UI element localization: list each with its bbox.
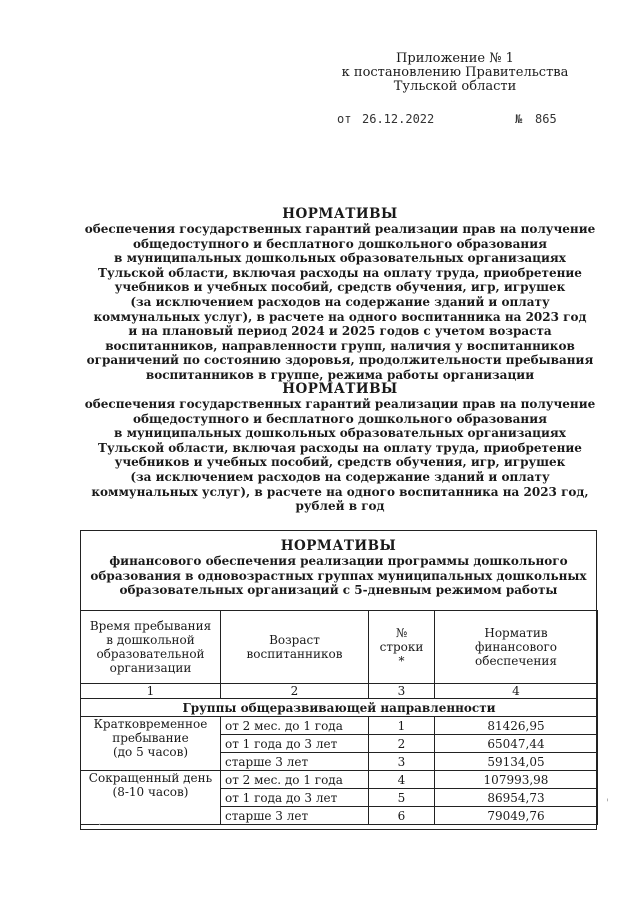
- header-row-number: [369, 611, 435, 684]
- appendix-header: [330, 52, 580, 94]
- header-line: Время пребывания: [89, 619, 212, 633]
- stay-time-line: Кратковременное: [93, 717, 208, 731]
- row-number-cell: 5: [369, 789, 435, 807]
- age-cell: от 2 мес. до 1 года: [221, 771, 369, 789]
- stay-time-line: (до 5 часов): [112, 745, 189, 759]
- norm-value-cell: 86954,73: [435, 789, 598, 807]
- norm-value-cell: 107993,98: [435, 771, 598, 789]
- stay-time-reduced: [81, 771, 221, 825]
- norms-line: Тульской области, включая расходы на оплату труда, приобретение: [98, 440, 582, 455]
- decree-number: 865: [535, 112, 557, 126]
- norms-block-general: [60, 206, 620, 383]
- norms-line: обеспечения государственных гарантий реализации прав на получение: [84, 222, 596, 236]
- norm-value-cell: 59134,05: [435, 753, 598, 771]
- column-number: 2: [221, 684, 369, 699]
- stay-time-line: пребывание: [112, 731, 189, 745]
- norm-value-cell: 81426,95: [435, 717, 598, 735]
- norms-heading: НОРМАТИВЫ: [282, 381, 398, 397]
- table-header-row: [81, 611, 598, 684]
- row-number-cell: 2: [369, 735, 435, 753]
- norms-heading: НОРМАТИВЫ: [280, 538, 397, 554]
- norms-line: ограничений по состоянию здоровья, продолжительности пребывания: [86, 353, 594, 368]
- age-cell: старше 3 лет: [221, 807, 369, 825]
- column-number: 4: [435, 684, 598, 699]
- norms-line: рублей в год: [295, 499, 385, 514]
- norms-line: финансового обеспечения реализации программы дошкольного: [109, 554, 568, 568]
- scan-mark: ·: [98, 820, 102, 831]
- row-number-cell: 3: [369, 753, 435, 771]
- decree-number-label: №: [515, 112, 523, 126]
- row-number-cell: 4: [369, 771, 435, 789]
- age-cell: от 1 года до 3 лет: [221, 789, 369, 807]
- decree-date: 26.12.2022: [362, 112, 435, 126]
- norm-value-cell: 79049,76: [435, 807, 598, 825]
- column-number: 3: [369, 684, 435, 699]
- norms-heading: НОРМАТИВЫ: [282, 206, 398, 222]
- decree-from-label: от: [337, 112, 352, 126]
- norms-block-financing: [80, 538, 597, 598]
- header-norm: [435, 611, 598, 684]
- stay-time-line: (8-10 часов): [112, 785, 189, 799]
- column-number: 1: [81, 684, 221, 699]
- norms-line: учебников и учебных пособий, средств обучения, игр, игрушек: [114, 455, 566, 470]
- header-line: образовательной: [96, 647, 205, 661]
- table-row: [81, 771, 598, 789]
- header-line: в дошкольной: [106, 633, 195, 647]
- appendix-line-region: Тульской области: [393, 79, 517, 94]
- header-stay-time: [81, 611, 221, 684]
- norm-value-cell: 65047,44: [435, 735, 598, 753]
- norms-line: и на плановый период 2024 и 2025 годов с учетом возраста: [128, 324, 552, 339]
- scan-mark: ': [606, 798, 609, 809]
- norms-line: воспитанников, направленности групп, наличия у воспитанников: [105, 338, 575, 353]
- norms-line: в муниципальных дошкольных образовательных организациях: [114, 251, 566, 266]
- header-age: [221, 611, 369, 684]
- norms-line: коммунальных услуг), в расчете на одного воспитанника на 2023 год,: [91, 484, 589, 499]
- header-line: воспитанников: [246, 647, 343, 661]
- norms-table: [80, 610, 598, 825]
- norms-line: обеспечения государственных гарантий реализации прав на получение: [84, 397, 596, 411]
- header-line: Норматив: [484, 626, 548, 640]
- row-number-cell: 1: [369, 717, 435, 735]
- norms-line: общедоступного и бесплатного дошкольного образования: [133, 411, 547, 426]
- column-numbers-row: [81, 684, 598, 699]
- norms-line: образовательных организаций с 5-дневным режимом работы: [119, 583, 558, 597]
- appendix-line-decree: к постановлению Правительства: [341, 65, 569, 80]
- table-row: [81, 717, 598, 735]
- header-line: Возраст: [269, 633, 320, 647]
- norms-line: учебников и учебных пособий, средств обучения, игр, игрушек: [114, 280, 566, 295]
- row-number-cell: 6: [369, 807, 435, 825]
- header-line: обеспечения: [475, 654, 557, 668]
- stay-time-short: [81, 717, 221, 771]
- header-line: организации: [109, 661, 192, 675]
- norms-line: общедоступного и бесплатного дошкольного образования: [133, 236, 547, 251]
- appendix-title: Приложение № 1: [396, 51, 514, 66]
- age-cell: от 1 года до 3 лет: [221, 735, 369, 753]
- norms-line: (за исключением расходов на содержание зданий и оплату: [130, 294, 550, 309]
- header-line: №: [395, 626, 408, 640]
- header-line: *: [398, 654, 405, 668]
- stay-time-line: Сокращенный день: [88, 771, 213, 785]
- norms-line: образования в одновозрастных группах муниципальных дошкольных: [90, 568, 587, 583]
- age-cell: старше 3 лет: [221, 753, 369, 771]
- age-cell: от 2 мес. до 1 года: [221, 717, 369, 735]
- group-title-row: [81, 699, 598, 717]
- norms-line: Тульской области, включая расходы на оплату труда, приобретение: [98, 265, 582, 280]
- header-line: строки: [379, 640, 424, 654]
- group-title: Группы общеразвивающей направленности: [81, 699, 598, 717]
- norms-line: коммунальных услуг), в расчете на одного воспитанника на 2023 год: [93, 309, 587, 324]
- norms-line: (за исключением расходов на содержание зданий и оплату: [130, 469, 550, 484]
- norms-block-2023: [60, 381, 620, 514]
- header-line: финансового: [475, 640, 557, 654]
- norms-line: воспитанников в группе, режима работы организации: [145, 367, 535, 382]
- norms-line: в муниципальных дошкольных образовательных организациях: [114, 426, 566, 441]
